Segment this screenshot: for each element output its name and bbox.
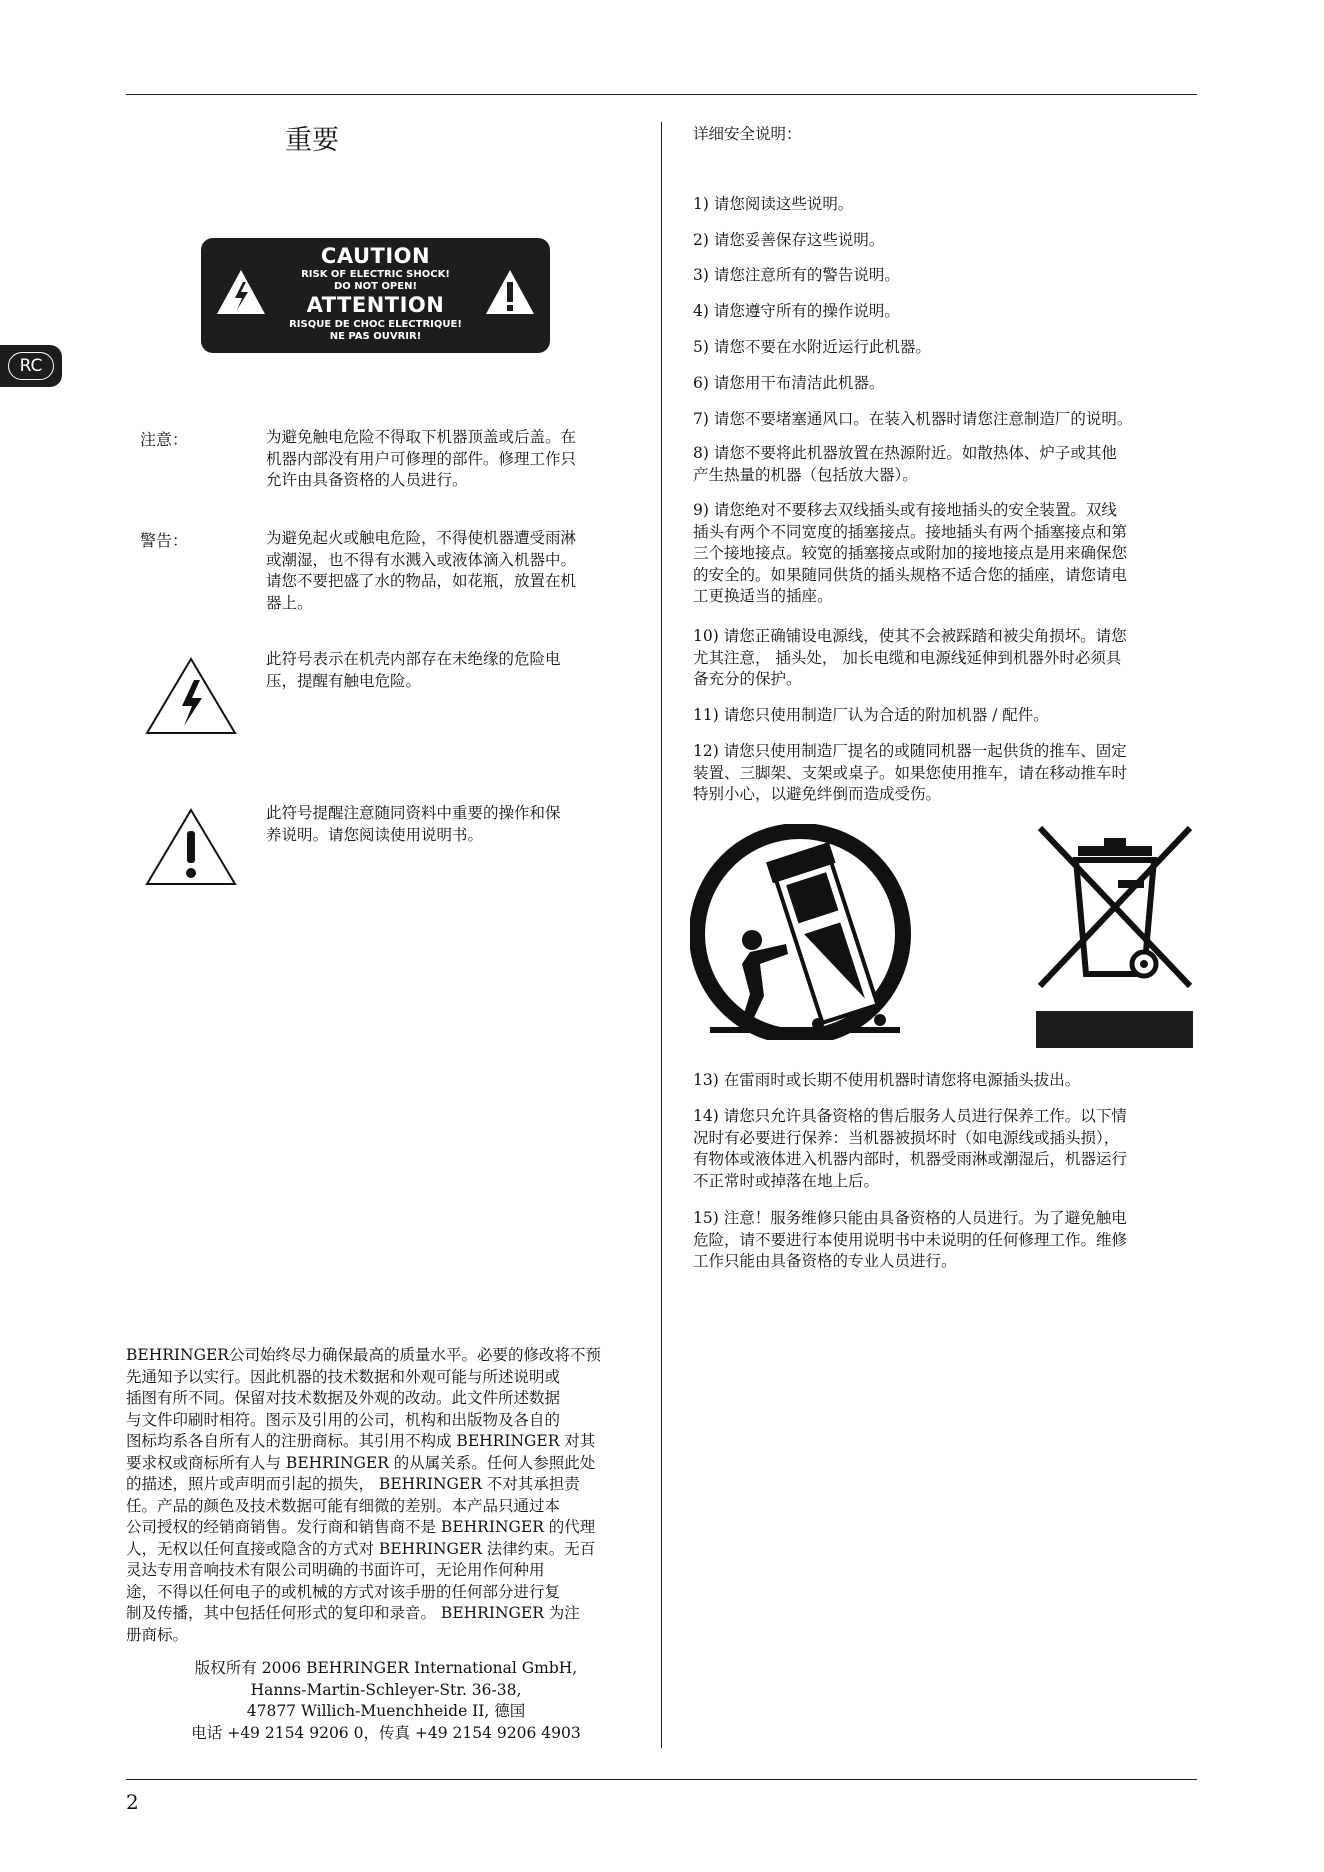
safety-item xyxy=(693,1208,1195,1273)
text-line: 此符号提醒注意随同资料中重要的操作和保 xyxy=(266,804,561,822)
text-line: 4) 请您遵守所有的操作说明。 xyxy=(693,302,900,320)
text-line: 危险，请不要进行本使用说明书中未说明的任何修理工作。维修 xyxy=(693,1230,1128,1249)
text-line: 公司授权的经销商销售。发行商和销售商不是 BEHRINGER 的代理 xyxy=(126,1518,596,1536)
note-text-caution xyxy=(266,427,646,492)
text-line: 特别小心，以避免绊倒而造成受伤。 xyxy=(693,785,942,803)
copyright xyxy=(126,1658,646,1744)
symbol-text-exclamation xyxy=(266,803,646,846)
text-line: 人，无权以任何直接或隐含的方式对 BEHRINGER 法律约束。无百 xyxy=(126,1539,596,1558)
text-line: 况时有必要进行保养：当机器被损坏时（如电源线或插头损）， xyxy=(693,1128,1120,1147)
lightning-warning-icon xyxy=(144,656,238,736)
text-line: 允许由具备资格的人员进行。 xyxy=(266,471,468,489)
copyright-line: Hanns-Martin-Schleyer-Str. 36-38, xyxy=(250,1680,522,1699)
safety-item xyxy=(693,626,1195,691)
text-line: 请您不要把盛了水的物品，如花瓶，放置在机 xyxy=(266,572,577,590)
text-line: 工作只能由具备资格的专业人员进行。 xyxy=(693,1252,957,1270)
text-line: 尤其注意， 插头处， 加长电缆和电源线延伸到机器外时必须具 xyxy=(693,648,1122,667)
text-line: 14) 请您只允许具备资格的售后服务人员进行保养工作。以下情 xyxy=(693,1107,1127,1125)
exclamation-warning-icon xyxy=(144,807,238,887)
text-line: 为避免起火或触电危险，不得使机器遭受雨淋 xyxy=(266,529,577,547)
safety-item xyxy=(693,500,1195,608)
text-line: 或潮湿，也不得有水溅入或液体滴入机器中。 xyxy=(266,550,577,569)
caution-line4: ATTENTION xyxy=(306,293,445,317)
text-line: 3) 请您注意所有的警告说明。 xyxy=(693,266,900,284)
text-line: 2) 请您妥善保存这些说明。 xyxy=(693,231,885,249)
text-line: 制及传播，其中包括任何形式的复印和录音。 BEHRINGER 为注 xyxy=(126,1604,580,1622)
safety-item xyxy=(693,705,1195,727)
safety-item xyxy=(693,741,1195,806)
text-line: 插头有两个不同宽度的插塞接点。接地插头有两个插塞接点和第 xyxy=(693,522,1128,541)
safety-item xyxy=(693,194,1195,216)
text-line: 1) 请您阅读这些说明。 xyxy=(693,195,854,213)
text-line: 要求权或商标所有人与 BEHRINGER 的从属关系。任何人参照此处 xyxy=(126,1453,596,1472)
text-line: 12) 请您只使用制造厂提名的或随同机器一起供货的推车、固定 xyxy=(693,742,1127,760)
bottom-rule xyxy=(126,1779,1197,1780)
note-text-warning xyxy=(266,528,646,614)
text-line: 插图有所不同。保留对技术数据及外观的改动。此文件所述数据 xyxy=(126,1389,561,1407)
safety-item xyxy=(693,337,1195,359)
copyright-line: 电话 +49 2154 9206 0，传真 +49 2154 9206 4903 xyxy=(191,1723,581,1742)
text-line: 养说明。请您阅读使用说明书。 xyxy=(266,825,484,844)
text-line: 11) 请您只使用制造厂认为合适的附加机器 / 配件。 xyxy=(693,706,1049,724)
text-line: 有物体或液体进入机器内部时，机器受雨淋或潮湿后，机器运行 xyxy=(693,1150,1128,1168)
text-line: 13) 在雷雨时或长期不使用机器时请您将电源插头拔出。 xyxy=(693,1071,1081,1089)
page-title: 重要 xyxy=(285,125,339,156)
caution-line1: CAUTION xyxy=(320,244,431,268)
text-line: 5) 请您不要在水附近运行此机器。 xyxy=(693,338,931,356)
safety-item xyxy=(693,301,1195,323)
text-line: 任。产品的颜色及技术数据可能有细微的差别。本产品只通过本 xyxy=(126,1496,561,1515)
note-label-warning: 警告： xyxy=(140,531,189,550)
text-line: 与文件印刷时相符。图示及引用的公司，机构和出版物及各自的 xyxy=(126,1410,561,1429)
text-line: 8) 请您不要将此机器放置在热源附近。如散热体、炉子或其他 xyxy=(693,444,1117,462)
text-line: 10) 请您正确铺设电源线，使其不会被踩踏和被尖角损坏。请您 xyxy=(693,627,1127,645)
caution-line2: RISK OF ELECTRIC SHOCK! xyxy=(301,269,450,280)
text-line: 册商标。 xyxy=(126,1625,189,1644)
text-line: 产生热量的机器（包括放大器）。 xyxy=(693,465,918,484)
weee-crossed-bin-icon xyxy=(1034,824,1196,990)
language-tab-label: RC xyxy=(8,352,54,380)
text-line: 此符号表示在机壳内部存在未绝缘的危险电 xyxy=(266,650,561,668)
language-tab xyxy=(0,345,62,387)
text-line: 15) 注意！服务维修只能由具备资格的人员进行。为了避免触电 xyxy=(693,1209,1127,1227)
text-line: 灵达专用音响技术有限公司明确的书面许可，无论用作何种用 xyxy=(126,1561,545,1579)
text-line: 器上。 xyxy=(266,593,313,612)
cart-tipover-warning-icon xyxy=(690,824,920,1040)
safety-item xyxy=(693,265,1195,287)
note-label-caution: 注意： xyxy=(140,430,189,449)
text-line: 途，不得以任何电子的或机械的方式对该手册的任何部分进行复 xyxy=(126,1582,561,1601)
page-number: 2 xyxy=(126,1790,139,1814)
symbol-text-lightning xyxy=(266,649,646,692)
text-line: 不正常时或掉落在地上后。 xyxy=(693,1171,880,1190)
text-line: 9) 请您绝对不要移去双线插头或有接地插头的安全装置。双线 xyxy=(693,501,1117,519)
copyright-line: 47877 Willich-Muenchheide II, 德国 xyxy=(246,1702,526,1720)
safety-item xyxy=(693,1106,1195,1192)
text-line: 图标均系各自所有人的注册商标。其引用不构成 BEHRINGER 对其 xyxy=(126,1432,596,1450)
copyright-line: 版权所有 2006 BEHRINGER International GmbH, xyxy=(194,1659,578,1677)
weee-bar xyxy=(1036,1011,1193,1048)
text-line: 三个接地接点。较宽的插塞接点或附加的接地接点是用来确保您 xyxy=(693,544,1128,562)
text-line: 先通知予以实行。因此机器的技术数据和外观可能与所述说明或 xyxy=(126,1367,561,1386)
caution-label xyxy=(201,238,550,353)
text-line: 6) 请您用干布清洁此机器。 xyxy=(693,374,885,392)
text-line: BEHRINGER公司始终尽力确保最高的质量水平。必要的修改将不预 xyxy=(126,1346,601,1364)
top-rule xyxy=(126,94,1197,95)
caution-line3: DO NOT OPEN! xyxy=(333,281,418,292)
text-line: 7) 请您不要堵塞通风口。在装入机器时请您注意制造厂的说明。 xyxy=(693,410,1133,428)
text-line: 工更换适当的插座。 xyxy=(693,587,833,605)
disclaimer xyxy=(126,1345,646,1646)
safety-item xyxy=(693,1070,1195,1092)
safety-item xyxy=(693,443,1195,486)
safety-item xyxy=(693,373,1195,395)
text-line: 备充分的保护。 xyxy=(693,670,802,688)
text-line: 装置、三脚架、支架或桌子。如果您使用推车，请在移动推车时 xyxy=(693,763,1128,782)
caution-line6: NE PAS OUVRIR! xyxy=(329,331,422,342)
safety-item xyxy=(693,230,1195,252)
safety-heading: 详细安全说明： xyxy=(693,125,802,143)
text-line: 压，提醒有触电危险。 xyxy=(266,671,422,690)
text-line: 机器内部没有用户可修理的部件。修理工作只 xyxy=(266,449,577,468)
column-divider xyxy=(661,122,662,1748)
caution-line5: RISQUE DE CHOC ELECTRIQUE! xyxy=(289,319,462,330)
safety-item xyxy=(693,409,1195,431)
text-line: 为避免触电危险不得取下机器顶盖或后盖。在 xyxy=(266,428,577,446)
text-line: 的安全的。如果随同供货的插头规格不适合您的插座，请您请电 xyxy=(693,565,1128,584)
text-line: 的描述，照片或声明而引起的损失， BEHRINGER 不对其承担责 xyxy=(126,1475,580,1493)
